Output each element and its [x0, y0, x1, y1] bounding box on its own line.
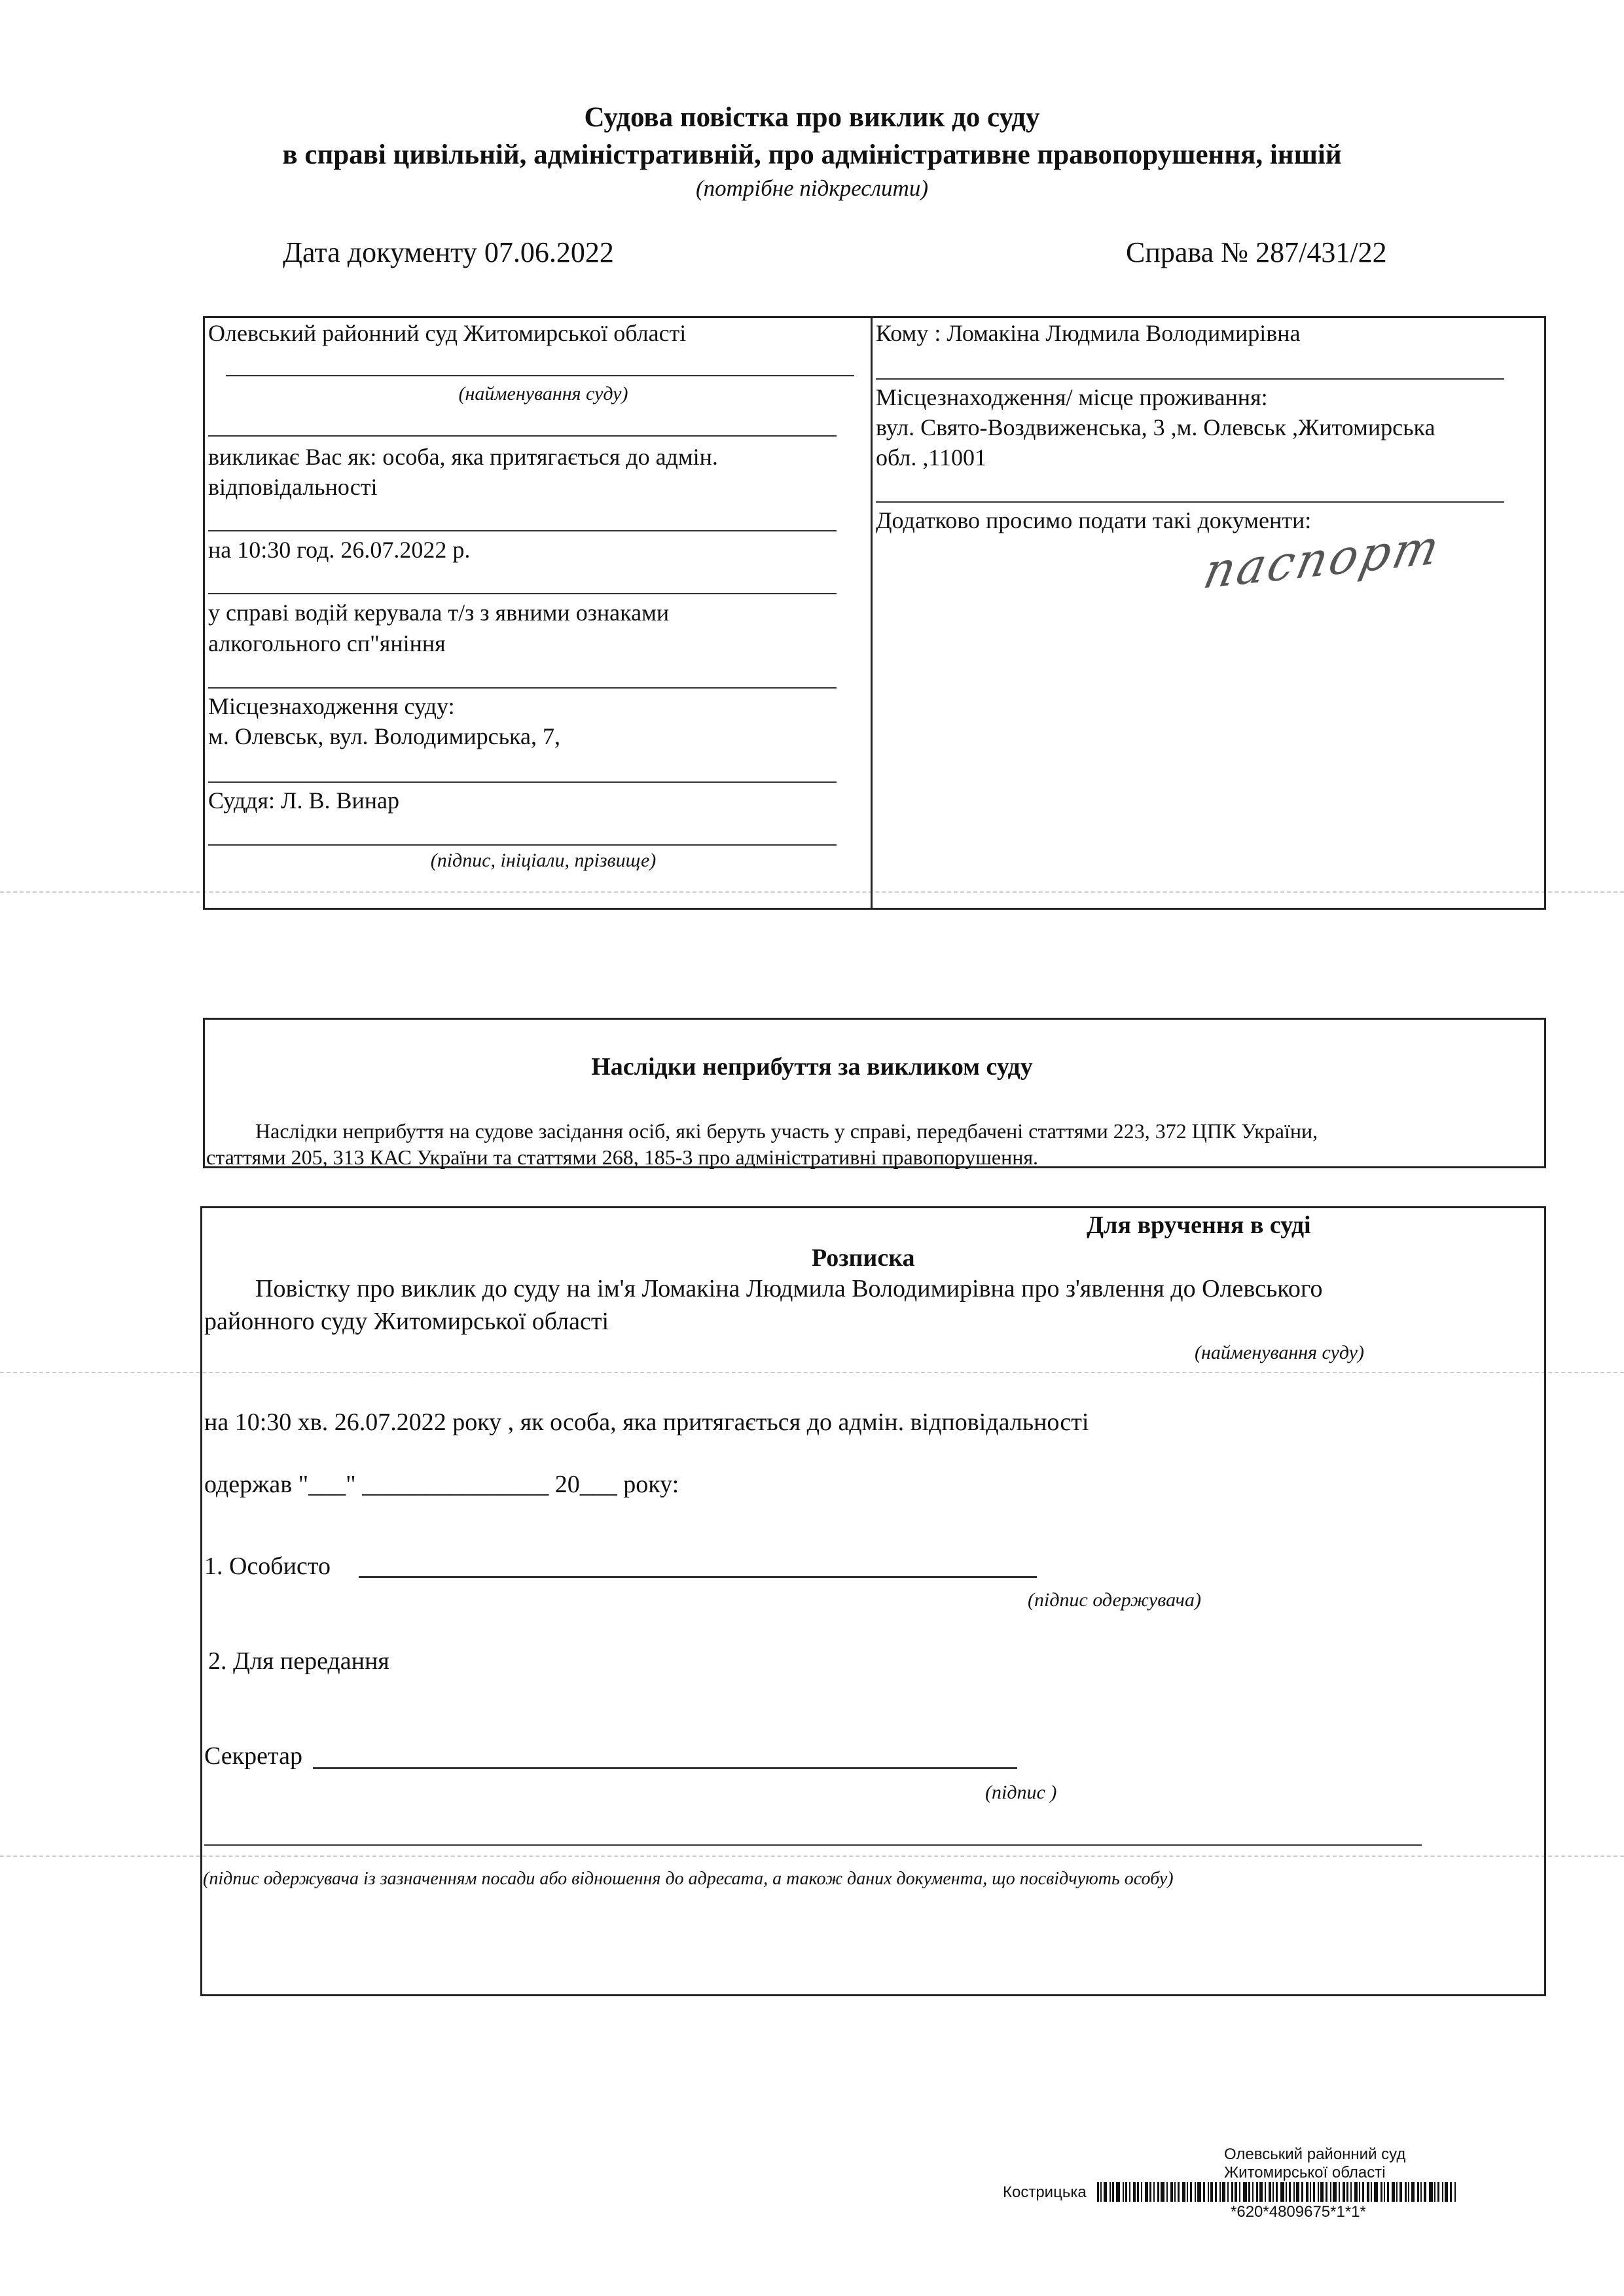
- barcode-bar: [1343, 2182, 1345, 2202]
- secretary-label: Секретар: [204, 1742, 302, 1770]
- barcode-bar: [1145, 2182, 1148, 2202]
- barcode-bar: [1346, 2182, 1348, 2202]
- for-court-label: Для вручення в суді: [1087, 1211, 1311, 1239]
- barcode-bar: [1380, 2182, 1382, 2202]
- barcode-bar: [1182, 2182, 1185, 2202]
- barcode-bar: [1310, 2182, 1311, 2202]
- recipient-signature-caption: (підпис одержувача): [1028, 1589, 1201, 1611]
- barcode-bar: [1195, 2182, 1196, 2202]
- barcode-bar: [1280, 2182, 1284, 2202]
- called-as: викликає Вас як: особа, яка притягається до адмін.: [208, 444, 718, 470]
- barcode-bar: [1166, 2182, 1168, 2202]
- barcode-bar: [1141, 2182, 1142, 2202]
- court-name-caption: (найменування суду): [458, 383, 628, 404]
- barcode-bar: [1231, 2182, 1233, 2202]
- barcode-bar: [1408, 2182, 1409, 2202]
- barcode-bar: [1227, 2182, 1229, 2202]
- document-date: Дата документу 07.06.2022: [283, 236, 614, 268]
- barcode-bar: [1411, 2182, 1415, 2202]
- received-date-line: одержав "___" _______________ 20___ року:: [204, 1471, 679, 1498]
- for-transfer-label: 2. Для передання: [208, 1647, 389, 1675]
- barcode-bar: [1190, 2182, 1192, 2202]
- barcode-bar: [1350, 2182, 1352, 2202]
- barcode-bar: [1100, 2182, 1102, 2202]
- handwritten-documents: паспорт: [1199, 518, 1447, 600]
- receipt-time-line: на 10:30 хв. 26.07.2022 року , як особа, яка притягається до адмін. відповідальності: [204, 1408, 1089, 1436]
- barcode-bar: [1210, 2182, 1213, 2202]
- barcode-bar: [1116, 2182, 1120, 2202]
- barcode-bar: [1371, 2182, 1372, 2202]
- barcode-bar: [1265, 2182, 1266, 2202]
- barcode-bar: [1248, 2182, 1250, 2202]
- barcode-bar: [1125, 2182, 1127, 2202]
- barcode-bar: [1333, 2182, 1337, 2202]
- barcode-bar: [1269, 2182, 1271, 2202]
- called-as-cont: відповідальності: [208, 474, 378, 500]
- barcode-bar: [1392, 2182, 1395, 2202]
- receipt-court-caption: (найменування суду): [1195, 1342, 1364, 1363]
- receipt-bottom-line: [204, 1844, 1422, 1846]
- title-hint: (потрібне підкреслити): [695, 175, 928, 201]
- barcode-bar: [1326, 2182, 1327, 2202]
- barcode-bar: [1157, 2182, 1159, 2202]
- secretary-signature-line: [313, 1767, 1017, 1769]
- barcode-bar: [1276, 2182, 1278, 2202]
- barcode-bar: [1174, 2182, 1176, 2202]
- barcode-bar: [1289, 2182, 1291, 2202]
- barcode-bar: [1208, 2182, 1209, 2202]
- barcode-bar: [1243, 2182, 1247, 2202]
- barcode-bar: [1178, 2182, 1180, 2202]
- barcode-bar: [1399, 2182, 1402, 2202]
- barcode-bar: [1313, 2182, 1315, 2202]
- barcode-bar: [1104, 2182, 1107, 2202]
- barcode-bar: [1330, 2182, 1331, 2202]
- barcode-bar: [1293, 2182, 1295, 2202]
- barcode-bar: [1110, 2182, 1111, 2202]
- barcode-bar: [1222, 2182, 1225, 2202]
- barcode-bar: [1354, 2182, 1358, 2202]
- barcode-bar: [1197, 2182, 1201, 2202]
- barcode-bar: [1450, 2182, 1452, 2202]
- barcode-bar: [1259, 2182, 1263, 2202]
- barcode-bar: [1112, 2182, 1114, 2202]
- barcode-bar: [1320, 2182, 1324, 2202]
- barcode-bar: [1396, 2182, 1398, 2202]
- barcode-bar: [1187, 2182, 1188, 2202]
- barcode-bar: [1161, 2182, 1164, 2202]
- barcode-bar: [1203, 2182, 1205, 2202]
- secretary-signature-caption: (підпис ): [985, 1782, 1057, 1803]
- judge-name: Суддя: Л. В. Винар: [208, 787, 399, 814]
- barcode-bar: [1149, 2182, 1151, 2202]
- barcode-bar: [1417, 2182, 1419, 2202]
- barcode-bar: [1301, 2182, 1303, 2202]
- barcode-bar: [1384, 2182, 1385, 2202]
- judge-caption: (підпис, ініціали, прізвище): [430, 850, 657, 871]
- barcode-bar: [1434, 2182, 1435, 2202]
- receipt-line1: Повістку про виклик до суду на ім'я Ломакіна Людмила Володимирівна про з'явлення до Олевського: [255, 1275, 1323, 1302]
- barcode-bar: [1362, 2182, 1364, 2202]
- consequences-title: Наслідки неприбуття за викликом суду: [591, 1053, 1033, 1081]
- document-title: Судова повістка про виклик до суду: [584, 102, 1040, 133]
- barcode-bar: [1387, 2182, 1389, 2202]
- barcode-bar: [1318, 2182, 1319, 2202]
- barcode-bar: [1437, 2182, 1439, 2202]
- barcode-bar: [1153, 2182, 1155, 2202]
- receipt-bottom-caption: (підпис одержувача із зазначенням посади або відношення до адресата, а також даних документа, що посвідчують особу): [203, 1869, 1174, 1889]
- residence-line1: вул. Свято-Воздвиженська, 3 ,м. Олевськ ,Житомирська: [876, 414, 1435, 440]
- barcode-bar: [1286, 2182, 1287, 2202]
- barcode-bar: [1256, 2182, 1258, 2202]
- barcode-bar: [1429, 2182, 1433, 2202]
- recipient-name: Кому : Ломакіна Людмила Володимирівна: [876, 320, 1301, 346]
- barcode-bar: [1359, 2182, 1360, 2202]
- barcode-bar: [1137, 2182, 1139, 2202]
- court-name: Олевський районний суд Житомирської області: [208, 320, 687, 346]
- barcode-bar: [1170, 2182, 1173, 2202]
- barcode-bar: [1405, 2182, 1407, 2202]
- consequences-text-2: статтями 205, 313 КАС України та статтями 268, 185-3 про адміністративні правопорушення.: [206, 1145, 1039, 1169]
- summons-divider: [871, 316, 873, 910]
- court-location-label: Місцезнаходження суду:: [208, 693, 455, 719]
- barcode-bar: [1215, 2182, 1217, 2202]
- footer-court-line2: Житомирської області: [1224, 2164, 1386, 2181]
- barcode-bar: [1129, 2182, 1130, 2202]
- receipt-line2: районного суду Житомирської області: [204, 1308, 609, 1335]
- barcode-bar: [1339, 2182, 1340, 2202]
- barcode-bar: [1420, 2182, 1422, 2202]
- barcode-bar: [1296, 2182, 1299, 2202]
- hearing-time: на 10:30 год. 26.07.2022 р.: [208, 537, 471, 563]
- barcode-bar: [1239, 2182, 1240, 2202]
- documents-label: Додатково просимо подати такі документи:: [876, 507, 1312, 533]
- barcode-bar: [1235, 2182, 1237, 2202]
- barcode-bar: [1272, 2182, 1274, 2202]
- personally-label: 1. Особисто: [204, 1552, 331, 1580]
- barcode-bar: [1252, 2182, 1254, 2202]
- document-subtitle: в справі цивільній, адміністративній, про адміністративне правопорушення, іншій: [282, 139, 1342, 170]
- case-subject-cont: алкогольного сп"яніння: [208, 630, 446, 656]
- barcode-bar: [1424, 2182, 1426, 2202]
- barcode-bar: [1445, 2182, 1448, 2202]
- barcode-bar: [1133, 2182, 1136, 2202]
- barcode-bar: [1123, 2182, 1124, 2202]
- barcode-bar: [1374, 2182, 1378, 2202]
- barcode-bar: [1306, 2182, 1308, 2202]
- receipt-title: Розписка: [812, 1244, 915, 1272]
- barcode-bar: [1367, 2182, 1369, 2202]
- residence-label: Місцезнаходження/ місце проживання:: [876, 384, 1268, 410]
- personally-signature-line: [359, 1576, 1037, 1578]
- footer-court-line1: Олевський районний суд: [1224, 2145, 1406, 2163]
- barcode-bar: [1219, 2182, 1221, 2202]
- barcode-text: *620*4809675*1*1*: [1231, 2203, 1366, 2221]
- case-number: Справа № 287/431/22: [1126, 236, 1387, 268]
- residence-line2: обл. ,11001: [876, 444, 987, 471]
- case-subject: у справі водій керувала т/з з явними ознаками: [208, 600, 670, 626]
- barcode-bar: [1097, 2182, 1099, 2202]
- barcode-bar: [1454, 2182, 1456, 2202]
- consequences-text-1: Наслідки неприбуття на судове засідання осіб, які беруть участь у справі, передбачені статтями 223, 372 ЦПК України,: [255, 1119, 1318, 1143]
- barcode: [1097, 2182, 1457, 2202]
- barcode-bar: [1442, 2182, 1443, 2202]
- court-location-value: м. Олевськ, вул. Володимирська, 7,: [208, 723, 560, 749]
- clerk-name: Кострицька: [1003, 2183, 1087, 2201]
